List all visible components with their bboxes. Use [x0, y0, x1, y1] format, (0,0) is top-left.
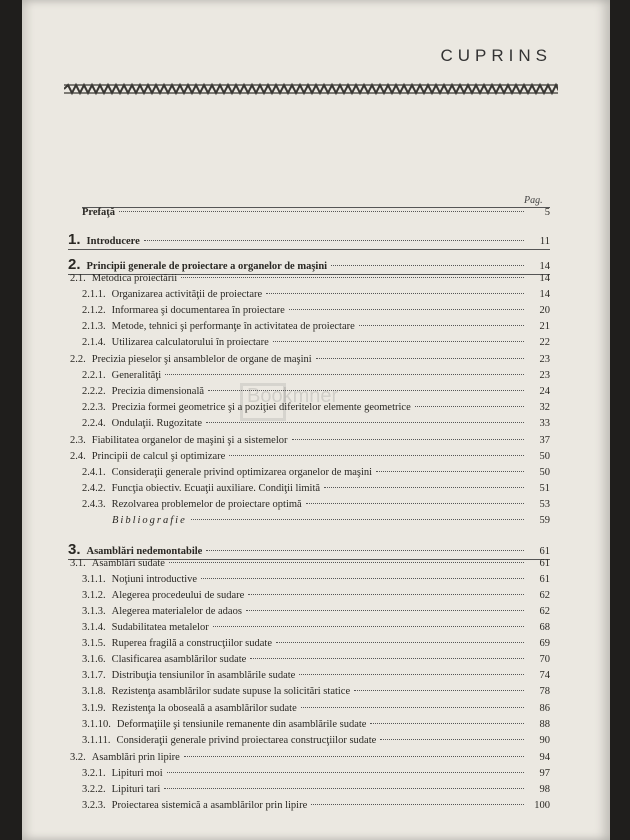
toc-entry-number: 2.2.3. [82, 402, 106, 413]
toc-entry-number: 3.1.1. [82, 574, 106, 585]
toc-entry-page-number: 61 [539, 546, 550, 557]
page-title: CUPRINS [440, 46, 552, 65]
toc-entry-page-number: 23 [539, 354, 550, 365]
toc-entry-number: 3.1.4. [82, 622, 106, 633]
toc-entry-title: Metode, tehnici şi performanţe în activitatea de proiectare [111, 321, 355, 332]
toc-entry-title: Generalităţi [111, 370, 162, 381]
toc-entry [82, 606, 550, 622]
toc-entry-number: 2.4. [70, 451, 86, 462]
toc-entry-number: 3.1.5. [82, 638, 106, 649]
toc-entry-number: 3.2.2. [82, 784, 106, 795]
toc-entry-number: 3. [68, 541, 81, 558]
toc-entry-title: Metodica proiectării [91, 273, 178, 284]
toc-entry-page-number: 70 [539, 654, 550, 665]
dot-leader [299, 674, 524, 675]
chapter-divider [68, 249, 550, 250]
toc-entry [82, 321, 550, 337]
toc-entry-number: 3.1.6. [82, 654, 106, 665]
toc-entry [82, 638, 550, 654]
toc-entry-page-number: 50 [539, 467, 550, 478]
toc-entry [82, 370, 550, 386]
toc-entry-number: 2.4.3. [82, 499, 106, 510]
toc-entry-title: Rezistenţa asamblărilor sudate supuse la solicitări statice [111, 686, 351, 697]
toc-entry-title: Prefaţă [82, 207, 116, 218]
toc-entry-number: 3.1.9. [82, 703, 106, 714]
toc-entry [82, 418, 550, 434]
toc-entry-number: 2.1.4. [82, 337, 106, 348]
toc-entry-number: 3.1. [70, 558, 86, 569]
toc-entry-title: Principii generale de proiectare a organelor de maşini [86, 261, 328, 272]
toc-entry-number: 3.2.3. [82, 800, 106, 811]
toc-entry-page-number: 98 [539, 784, 550, 795]
toc-entry-title: Asamblări prin lipire [91, 752, 180, 763]
toc-entry-number: 3.1.2. [82, 590, 106, 601]
toc-entry-title: Organizarea activităţii de proiectare [111, 289, 263, 300]
dot-leader [311, 804, 524, 805]
toc-entry-page-number: 24 [539, 386, 550, 397]
toc-entry-page-number: 22 [539, 337, 550, 348]
toc-entry-page-number: 14 [539, 261, 550, 272]
dot-leader [248, 594, 524, 595]
toc-entry-title: Alegerea materialelor de adaos [111, 606, 242, 617]
toc-entry-page-number: 14 [539, 273, 550, 284]
dot-leader [359, 325, 524, 326]
dot-leader [415, 406, 524, 407]
toc-entry-page-number: 50 [539, 451, 550, 462]
dot-leader [266, 293, 524, 294]
dot-leader [250, 658, 524, 659]
toc-entry [70, 451, 550, 467]
toc-entry [82, 483, 550, 499]
toc-entry-title: Funcţia obiectiv. Ecuaţii auxiliare. Condiţii limită [111, 483, 321, 494]
toc-entry [82, 590, 550, 606]
toc-entry-number: 2.4.2. [82, 483, 106, 494]
toc-entry [82, 386, 550, 402]
dot-leader [165, 374, 524, 375]
toc-entry [82, 784, 550, 800]
toc-entry-number: 2.2.1. [82, 370, 106, 381]
toc-entry [82, 703, 550, 719]
dot-leader [169, 562, 524, 563]
toc-entry [82, 768, 550, 784]
toc-entry-number: 2.2. [70, 354, 86, 365]
toc-entry-number: 3.2. [70, 752, 86, 763]
toc-entry-page-number: 62 [539, 590, 550, 601]
toc-entry-page-number: 59 [539, 515, 550, 526]
dot-leader [164, 788, 524, 789]
toc-entry [70, 435, 550, 451]
dot-leader [206, 422, 524, 423]
toc-entry-page-number: 97 [539, 768, 550, 779]
toc-entry [70, 752, 550, 768]
toc-entry-number: 2.4.1. [82, 467, 106, 478]
dot-leader [213, 626, 524, 627]
toc-entry-page-number: 74 [539, 670, 550, 681]
toc-entry-title: Precizia pieselor şi ansamblelor de organe de maşini [91, 354, 312, 365]
toc-entry-page-number: 14 [539, 289, 550, 300]
dot-leader [292, 439, 524, 440]
toc-entry-title: Lipituri tari [111, 784, 161, 795]
toc-entry-page-number: 86 [539, 703, 550, 714]
toc-entry-page-number: 88 [539, 719, 550, 730]
toc-entry-title: Deformaţiile şi tensiunile remanente din asamblările sudate [116, 719, 367, 730]
dot-leader [208, 390, 524, 391]
dot-leader [246, 610, 524, 611]
toc-entry-number: 3.1.10. [82, 719, 111, 730]
toc-entry-title: Rezolvarea problemelor de proiectare optimă [111, 499, 302, 510]
toc-entry-number: 2.1.2. [82, 305, 106, 316]
dot-leader [354, 690, 524, 691]
dot-leader [119, 211, 524, 212]
toc-entry-title: Utilizarea calculatorului în proiectare [111, 337, 269, 348]
toc-entry [82, 402, 550, 418]
toc-chapter-entry [68, 541, 550, 557]
toc-entry [112, 515, 550, 531]
toc-entry-title: Consideraţii generale privind optimizarea organelor de maşini [111, 467, 373, 478]
toc-entry-page-number: 21 [539, 321, 550, 332]
toc-entry-title: Sudabilitatea metalelor [111, 622, 209, 633]
toc-entry-page-number: 68 [539, 622, 550, 633]
toc-entry-page-number: 20 [539, 305, 550, 316]
toc-chapter-entry [68, 256, 550, 272]
dot-leader [376, 471, 524, 472]
toc-entry-number: 3.2.1. [82, 768, 106, 779]
toc-entry [82, 622, 550, 638]
table-of-contents [22, 0, 610, 840]
toc-entry-page-number: 53 [539, 499, 550, 510]
toc-entry [82, 719, 550, 735]
toc-entry-number: 2. [68, 256, 81, 273]
dot-leader [206, 550, 524, 551]
toc-entry [70, 273, 550, 289]
toc-chapter-entry [68, 231, 550, 247]
toc-entry-title: Informarea şi documentarea în proiectare [111, 305, 285, 316]
toc-entry-title: Clasificarea asamblărilor sudate [111, 654, 247, 665]
dot-leader [331, 265, 524, 266]
toc-entry-number: 2.2.2. [82, 386, 106, 397]
dot-leader [181, 277, 524, 278]
toc-entry-page-number: 23 [539, 370, 550, 381]
dot-leader [273, 341, 524, 342]
dot-leader [276, 642, 524, 643]
toc-entry-title: Ondulaţii. Rugozitate [111, 418, 203, 429]
dot-leader [306, 503, 524, 504]
dot-leader [380, 739, 524, 740]
toc-entry-title: Asamblări nedemontabile [86, 546, 203, 557]
toc-entry-title: Precizia dimensională [111, 386, 205, 397]
dot-leader [191, 519, 524, 520]
toc-entry-number: 3.1.7. [82, 670, 106, 681]
toc-entry-number: 2.2.4. [82, 418, 106, 429]
toc-entry [82, 574, 550, 590]
toc-entry-page-number: 37 [539, 435, 550, 446]
toc-entry-number: 3.1.3. [82, 606, 106, 617]
toc-entry-page-number: 62 [539, 606, 550, 617]
dot-leader [324, 487, 524, 488]
dot-leader [184, 756, 524, 757]
toc-entry [82, 289, 550, 305]
toc-entry-title: Bibliografie [112, 515, 187, 526]
dot-leader [167, 772, 524, 773]
toc-entry-page-number: 11 [539, 236, 550, 247]
page-column-label: Pag. [524, 195, 543, 206]
toc-entry [82, 499, 550, 515]
toc-entry-title: Fiabilitatea organelor de maşini şi a sistemelor [91, 435, 288, 446]
toc-entry-page-number: 61 [539, 574, 550, 585]
toc-entry-page-number: 78 [539, 686, 550, 697]
toc-entry [82, 686, 550, 702]
toc-entry-number: 2.1.1. [82, 289, 106, 300]
toc-entry-page-number: 5 [544, 207, 550, 218]
toc-entry [70, 354, 550, 370]
toc-entry-number: 2.1. [70, 273, 86, 284]
toc-entry-title: Lipituri moi [111, 768, 163, 779]
toc-entry-number: 2.1.3. [82, 321, 106, 332]
toc-entry-title: Proiectarea sistemică a asamblărilor prin lipire [111, 800, 308, 811]
dot-leader [229, 455, 524, 456]
toc-entry-title: Introducere [86, 236, 140, 247]
dot-leader [144, 240, 524, 241]
toc-entry-page-number: 90 [539, 735, 550, 746]
toc-entry-title: Precizia formei geometrice şi a poziţiei diferitelor elemente geometrice [111, 402, 411, 413]
toc-entry [82, 305, 550, 321]
dot-leader [201, 578, 524, 579]
toc-entry-number: 1. [68, 231, 81, 248]
toc-entry-page-number: 100 [534, 800, 550, 811]
toc-entry [82, 670, 550, 686]
toc-entry-title: Distribuţia tensiunilor în asamblările sudate [111, 670, 296, 681]
toc-entry [70, 558, 550, 574]
toc-entry-number: 3.1.11. [82, 735, 111, 746]
toc-entry [82, 800, 550, 816]
dot-leader [316, 358, 524, 359]
toc-entry-title: Ruperea fragilă a construcţiilor sudate [111, 638, 272, 649]
toc-entry-page-number: 61 [539, 558, 550, 569]
toc-entry-page-number: 69 [539, 638, 550, 649]
toc-entry-number: 3.1.8. [82, 686, 106, 697]
dot-leader [289, 309, 524, 310]
toc-entry [82, 467, 550, 483]
dot-leader [301, 707, 524, 708]
toc-entry-title: Consideraţii generale privind proiectarea construcţiilor sudate [116, 735, 377, 746]
toc-entry-title: Principii de calcul şi optimizare [91, 451, 226, 462]
dot-leader [370, 723, 524, 724]
toc-entry-page-number: 33 [539, 418, 550, 429]
toc-entry [82, 337, 550, 353]
toc-entry-number: 2.3. [70, 435, 86, 446]
toc-entry-title: Rezistenţa la oboseală a asamblărilor sudate [111, 703, 297, 714]
toc-entry-title: Noţiuni introductive [111, 574, 198, 585]
watermark-text: Bookmner [247, 385, 339, 407]
toc-entry-title: Alegerea procedeului de sudare [111, 590, 245, 601]
toc-entry [82, 735, 550, 751]
toc-entry [82, 654, 550, 670]
toc-chapter-entry [82, 207, 550, 223]
toc-entry-page-number: 32 [539, 402, 550, 413]
toc-entry-page-number: 51 [539, 483, 550, 494]
toc-entry-title: Asamblări sudate [91, 558, 165, 569]
toc-entry-page-number: 94 [539, 752, 550, 763]
book-page [22, 0, 610, 840]
